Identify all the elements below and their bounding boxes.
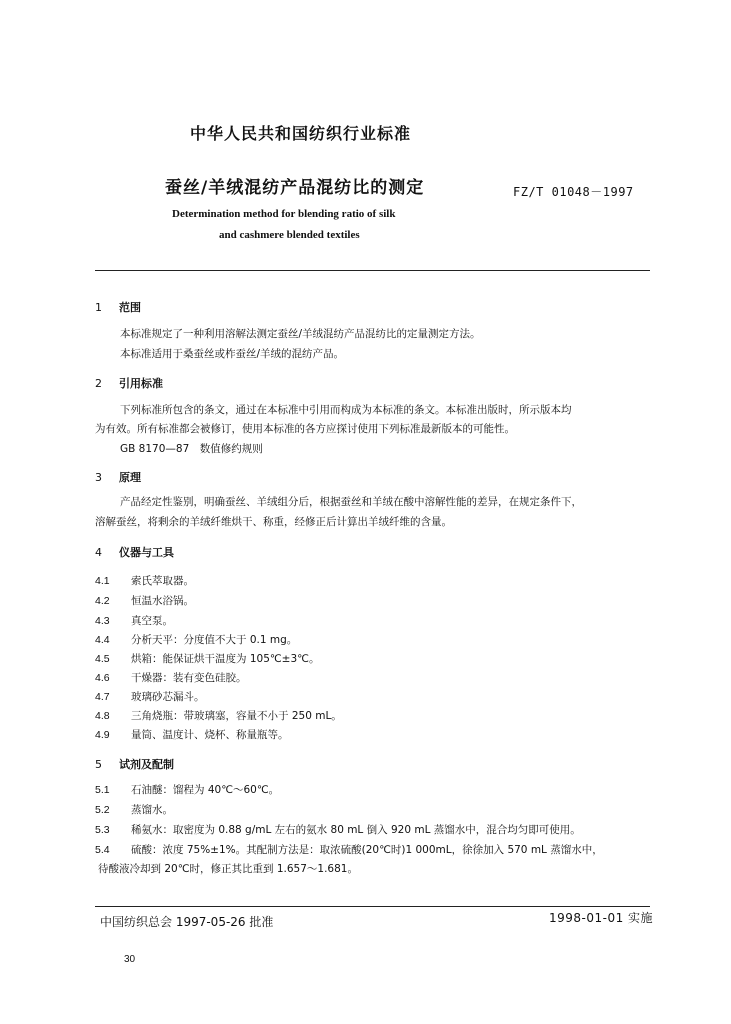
section-title: 试剂及配制 — [119, 758, 174, 771]
list-item: 4.8 三角烧瓶：带玻璃塞，容量不小于 250 mL。 — [95, 710, 342, 722]
document-title-cn: 蚕丝/羊绒混纺产品混纺比的测定 — [165, 178, 425, 198]
section-2-para-1: 下列标准所包含的条文，通过在本标准中引用而构成为本标准的条文。本标准出版时，所示版本均 — [120, 404, 572, 416]
section-title: 引用标准 — [119, 377, 163, 390]
header-divider — [95, 270, 650, 271]
list-item: 4.1 索氏萃取器。 — [95, 575, 194, 587]
section-title: 仪器与工具 — [119, 546, 174, 559]
section-5-continuation: 待酸液冷却到 20℃时，修正其比重到 1.657～1.681。 — [98, 863, 358, 875]
document-title-en-line2: and cashmere blended textiles — [219, 229, 360, 241]
section-title: 范围 — [119, 301, 141, 314]
section-number: 2 — [95, 377, 102, 390]
section-number: 3 — [95, 471, 102, 484]
issuing-org-heading: 中华人民共和国纺织行业标准 — [190, 124, 412, 143]
section-title: 原理 — [119, 471, 141, 484]
list-item: 4.6 干燥器：装有变色硅胶。 — [95, 672, 247, 684]
list-item: 4.7 玻璃砂芯漏斗。 — [95, 691, 205, 703]
page-number: 30 — [124, 954, 136, 965]
section-3-para-1: 产品经定性鉴别，明确蚕丝、羊绒组分后，根据蚕丝和羊绒在酸中溶解性能的差异，在规定条件下， — [120, 496, 582, 508]
section-1-para-1: 本标准规定了一种利用溶解法测定蚕丝/羊绒混纺产品混纺比的定量测定方法。 — [120, 328, 481, 340]
section-3-heading — [95, 469, 141, 485]
list-item: 4.5 烘箱：能保证烘干温度为 105℃±3℃。 — [95, 653, 320, 665]
section-number: 5 — [95, 758, 102, 771]
list-item: 4.4 分析天平：分度值不大于 0.1 mg。 — [95, 634, 298, 646]
effective-date: 1998-01-01 实施 — [549, 911, 654, 925]
section-2-para-2: 为有效。所有标准都会被修订，使用本标准的各方应探讨使用下列标准最新版本的可能性。 — [95, 423, 515, 435]
list-item: 4.3 真空泵。 — [95, 615, 173, 627]
section-1-heading — [95, 299, 141, 315]
footer-divider — [95, 906, 650, 907]
document-title-en-line1: Determination method for blending ratio of silk — [172, 208, 396, 220]
standard-number: FZ/T 01048－1997 — [513, 185, 634, 199]
list-item: 5.4 硫酸：浓度 75%±1%。其配制方法是：取浓硫酸(20℃时)1 000mL，徐徐加入 570 mL 蒸馏水中， — [95, 844, 603, 856]
section-2-reference: GB 8170—87 数值修约规则 — [120, 443, 263, 455]
list-item: 5.2 蒸馏水。 — [95, 804, 173, 816]
list-item: 4.2 恒温水浴锅。 — [95, 595, 194, 607]
list-item: 5.3 稀氨水：取密度为 0.88 g/mL 左右的氨水 80 mL 倒入 920 mL 蒸馏水中，混合均匀即可使用。 — [95, 824, 581, 836]
section-3-para-2: 溶解蚕丝，将剩余的羊绒纤维烘干、称重，经修正后计算出羊绒纤维的含量。 — [95, 516, 452, 528]
list-item: 4.9 量筒、温度计、烧杯、称量瓶等。 — [95, 729, 289, 741]
list-item: 5.1 石油醚：馏程为 40℃～60℃。 — [95, 784, 280, 796]
approval-date: 中国纺织总会 1997-05-26 批准 — [100, 915, 274, 929]
section-number: 1 — [95, 301, 102, 314]
section-5-heading — [95, 756, 174, 772]
section-2-heading — [95, 375, 163, 391]
section-1-para-2: 本标准适用于桑蚕丝或柞蚕丝/羊绒的混纺产品。 — [120, 348, 345, 360]
section-number: 4 — [95, 546, 102, 559]
section-4-heading — [95, 544, 174, 560]
